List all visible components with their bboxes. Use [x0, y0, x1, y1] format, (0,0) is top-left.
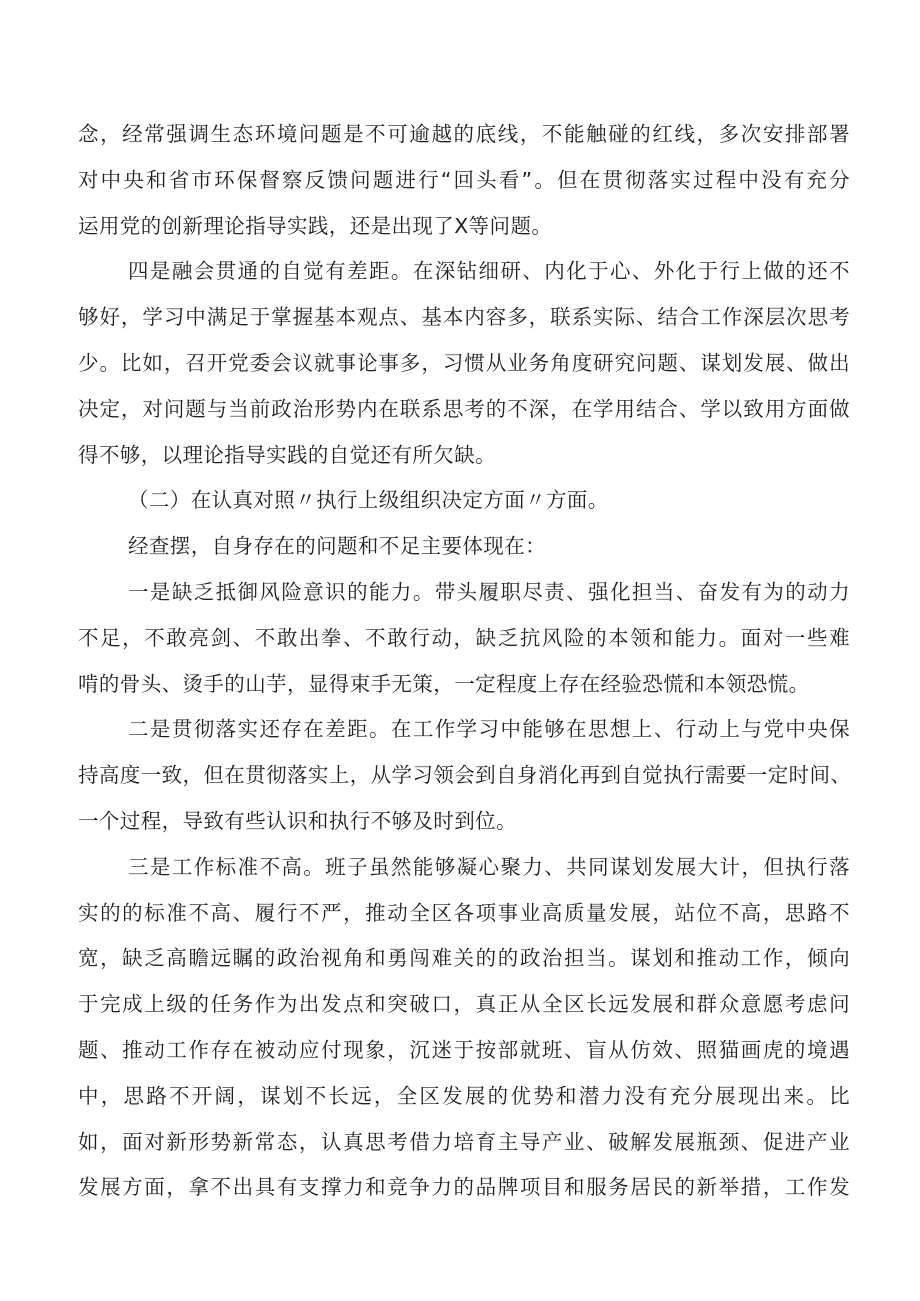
text-line: 三是工作标准不高。班子虽然能够凝心聚力、共同谋划发展大计，但执行落 — [128, 854, 850, 879]
text-line: 于完成上级的任务作为出发点和突破口，真正从全区长远发展和群众意愿考虑问 — [78, 992, 850, 1017]
text-line: 啃的骨头、烫手的山芋，显得束手无策，一定程度上存在经验恐慌和本领恐慌。 — [78, 671, 810, 696]
text-line: 运用党的创新理论指导实践，还是出现了X等问题。 — [78, 213, 553, 238]
text-line: 宽，缺乏高瞻远瞩的政治视角和勇闯难关的的政治担当。谋划和推动工作，倾向 — [78, 946, 850, 971]
text-line: 如，面对新形势新常态，认真思考借力培育主导产业、破解发展瓶颈、促进产业 — [78, 1129, 850, 1154]
text-line: 持高度一致，但在贯彻落实上，从学习领会到自身消化再到自觉执行需要一定时间、 — [78, 763, 852, 788]
text-line: 实的的标准不高、履行不严，推动全区各项事业高质量发展，站位不高，思路不 — [78, 900, 850, 925]
text-line: 题、推动工作存在被动应付现象，沉迷于按部就班、盲从仿效、照猫画虎的境遇 — [78, 1037, 850, 1062]
text-line: 发展方面，拿不出具有支撑力和竞争力的品牌项目和服务居民的新举措，工作发 — [78, 1175, 850, 1200]
text-line: 中，思路不开阔，谋划不长远，全区发展的优势和潜力没有充分展现出来。比 — [78, 1083, 850, 1108]
text-line: 对中央和省市环保督察反馈问题进行“回头看”。但在贯彻落实过程中没有充分 — [78, 167, 850, 192]
text-line: 四是融会贯通的自觉有差距。在深钻细研、内化于心、外化于行上做的还不 — [128, 259, 850, 284]
document-body — [78, 112, 850, 1211]
text-line: 一个过程，导致有些认识和执行不够及时到位。 — [78, 808, 517, 833]
text-line: 一是缺乏抵御风险意识的能力。带头履职尽责、强化担当、奋发有为的动力 — [128, 579, 850, 604]
text-line: 经查摆，自身存在的问题和不足主要体现在： — [128, 534, 546, 559]
text-line: 少。比如，召开党委会议就事论事多，习惯从业务角度研究问题、谋划发展、做出 — [78, 350, 850, 375]
text-line: 念，经常强调生态环境问题是不可逾越的底线，不能触碰的红线，多次安排部署 — [78, 122, 850, 146]
text-line: 不足，不敢亮剑、不敢出拳、不敢行动，缺乏抗风险的本领和能力。面对一些难 — [78, 625, 850, 650]
text-line: 决定，对问题与当前政治形势内在联系思考的不深，在学用结合、学以致用方面做 — [78, 396, 850, 421]
text-line: 得不够，以理论指导实践的自觉还有所欠缺。 — [78, 442, 496, 467]
text-line: 二是贯彻落实还存在差距。在工作学习中能够在思想上、行动上与党中央保 — [128, 717, 850, 742]
text-line: 够好，学习中满足于掌握基本观点、基本内容多，联系实际、结合工作深层次思考 — [78, 305, 850, 330]
text-line: （二）在认真对照〃执行上级组织决定方面〃方面。 — [128, 488, 609, 513]
